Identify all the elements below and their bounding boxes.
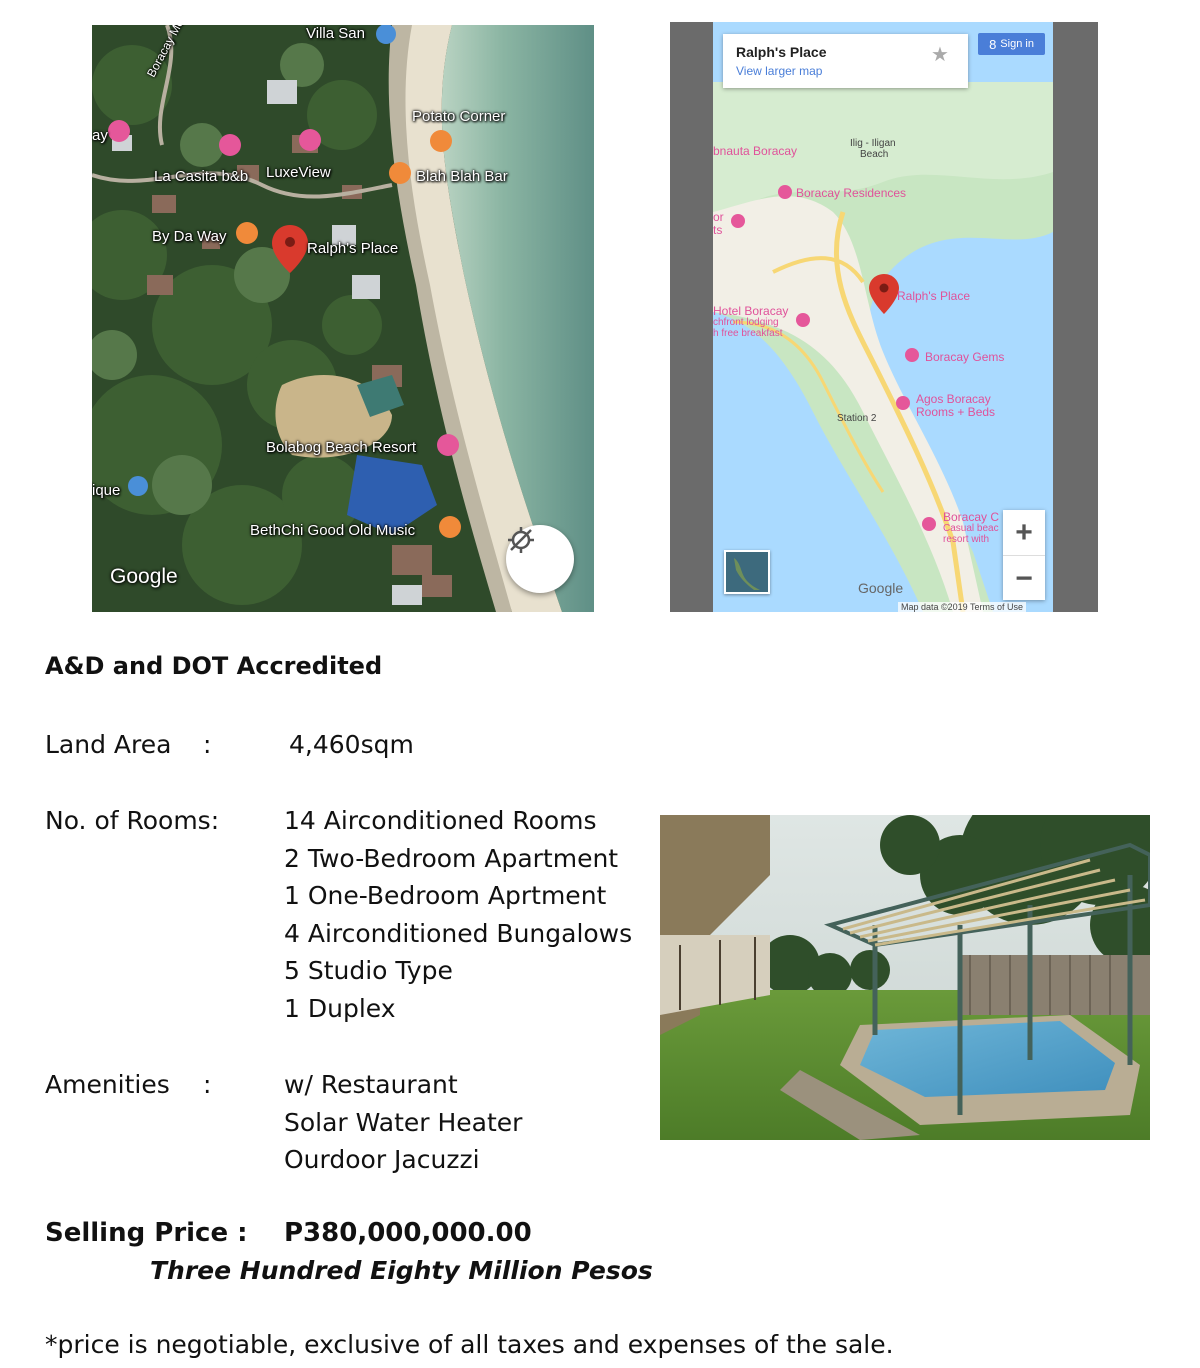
google-watermark: Google [110,565,178,588]
map-label-villa-san: Villa San [306,25,365,42]
recenter-button[interactable] [506,525,574,593]
map-label-agos: Agos Boracay [916,392,991,406]
rooms-list [284,802,632,1028]
map-label-resort: resort with [943,534,990,545]
map-label-residences: Boracay Residences [796,186,907,200]
zoom-control [1003,510,1045,600]
view-larger-map-link[interactable]: View larger map [736,64,823,78]
map-label-ts: ts [713,223,723,237]
satellite-thumbnail-icon [726,552,768,592]
map-label-bolabog: Bolabog Beach Resort [266,439,417,456]
land-area-label: Land Area [45,730,172,759]
amenity-item: Ourdoor Jacuzzi [284,1145,480,1175]
jacuzzi-photo [660,815,1150,1140]
google-account-icon: 8 [989,36,997,52]
map-label-la-casita: La Casita b&b [154,168,249,185]
room-item: 1 One-Bedroom Aprtment [284,881,607,911]
map-label-gems: Boracay Gems [925,350,1005,364]
land-area-value: 4,460sqm [289,730,414,759]
map-label-boracay-c: Boracay C [943,510,1000,524]
amenity-item: Solar Water Heater [284,1107,523,1137]
sign-in-label: Sign in [1000,38,1034,50]
map-label-edge-ay: ay [92,127,108,144]
sign-in-button[interactable] [978,33,1045,55]
map-label-ralphs-place: Ralph's Place [307,240,399,257]
place-title: Ralph's Place [736,44,827,60]
map-label-casual: Casual beac [943,523,999,534]
selling-price-words: Three Hundred Eighty Million Pesos [150,1256,653,1285]
map-attribution[interactable]: Map data ©2019 Terms of Use [898,602,1026,612]
amenities-label: Amenities [45,1070,170,1099]
map-label-hotel-desc1: chfront lodging [713,317,779,328]
map-label-agos-rooms: Rooms + Beds [916,405,996,419]
map-label-bonauta: bnauta Boracay [713,144,798,158]
map-label-hotel-boracay: Hotel Boracay [713,304,789,318]
google-watermark-road: Google [858,580,904,596]
land-area-colon: : [203,730,212,759]
map-label-luxeview: LuxeView [266,164,331,181]
amenities-colon: : [203,1070,212,1099]
room-item: 14 Airconditioned Rooms [284,806,597,835]
place-info-card [723,34,968,88]
room-item: 1 Duplex [284,993,396,1023]
jacuzzi-photo-image [660,815,1150,1140]
room-item: 5 Studio Type [284,956,453,986]
map-label-ilig-beach: Beach [860,149,889,160]
map-label-edge-ique: ique [92,482,121,499]
map-label-bethchi: BethChi Good Old Music [250,522,416,539]
accreditation-heading: A&D and DOT Accredited [45,652,383,680]
selling-price-value: P380,000,000.00 [284,1218,532,1248]
map-label-potato-corner: Potato Corner [412,108,506,125]
map-label-or: or [713,210,724,224]
map-label-station-2: Station 2 [837,413,877,424]
map-label-by-da-way: By Da Way [152,228,227,245]
satellite-layer-toggle[interactable] [724,550,770,594]
amenities-list [284,1066,522,1179]
satellite-map[interactable] [92,25,594,612]
room-item: 4 Airconditioned Bungalows [284,918,633,948]
map-label-hotel-desc2: h free breakfast [713,328,783,339]
zoom-in-button[interactable]: + [1015,515,1033,549]
selling-price-label: Selling Price : [45,1218,248,1248]
map-label-ilig: Ilig - Iligan [850,138,896,149]
price-note: *price is negotiable, exclusive of all taxes and expenses of the sale. [45,1330,894,1359]
amenity-item: w/ Restaurant [284,1070,458,1099]
road-map[interactable] [670,22,1098,612]
zoom-out-button[interactable]: − [1003,555,1045,601]
crosshair-icon [506,525,536,555]
map-label-blah-blah-bar: Blah Blah Bar [416,168,508,185]
room-item: 2 Two-Bedroom Apartment [284,843,619,873]
star-icon[interactable]: ★ [931,44,949,66]
map-label-ralphs-place-road: Ralph's Place [897,289,970,303]
rooms-label: No. of Rooms: [45,806,220,835]
